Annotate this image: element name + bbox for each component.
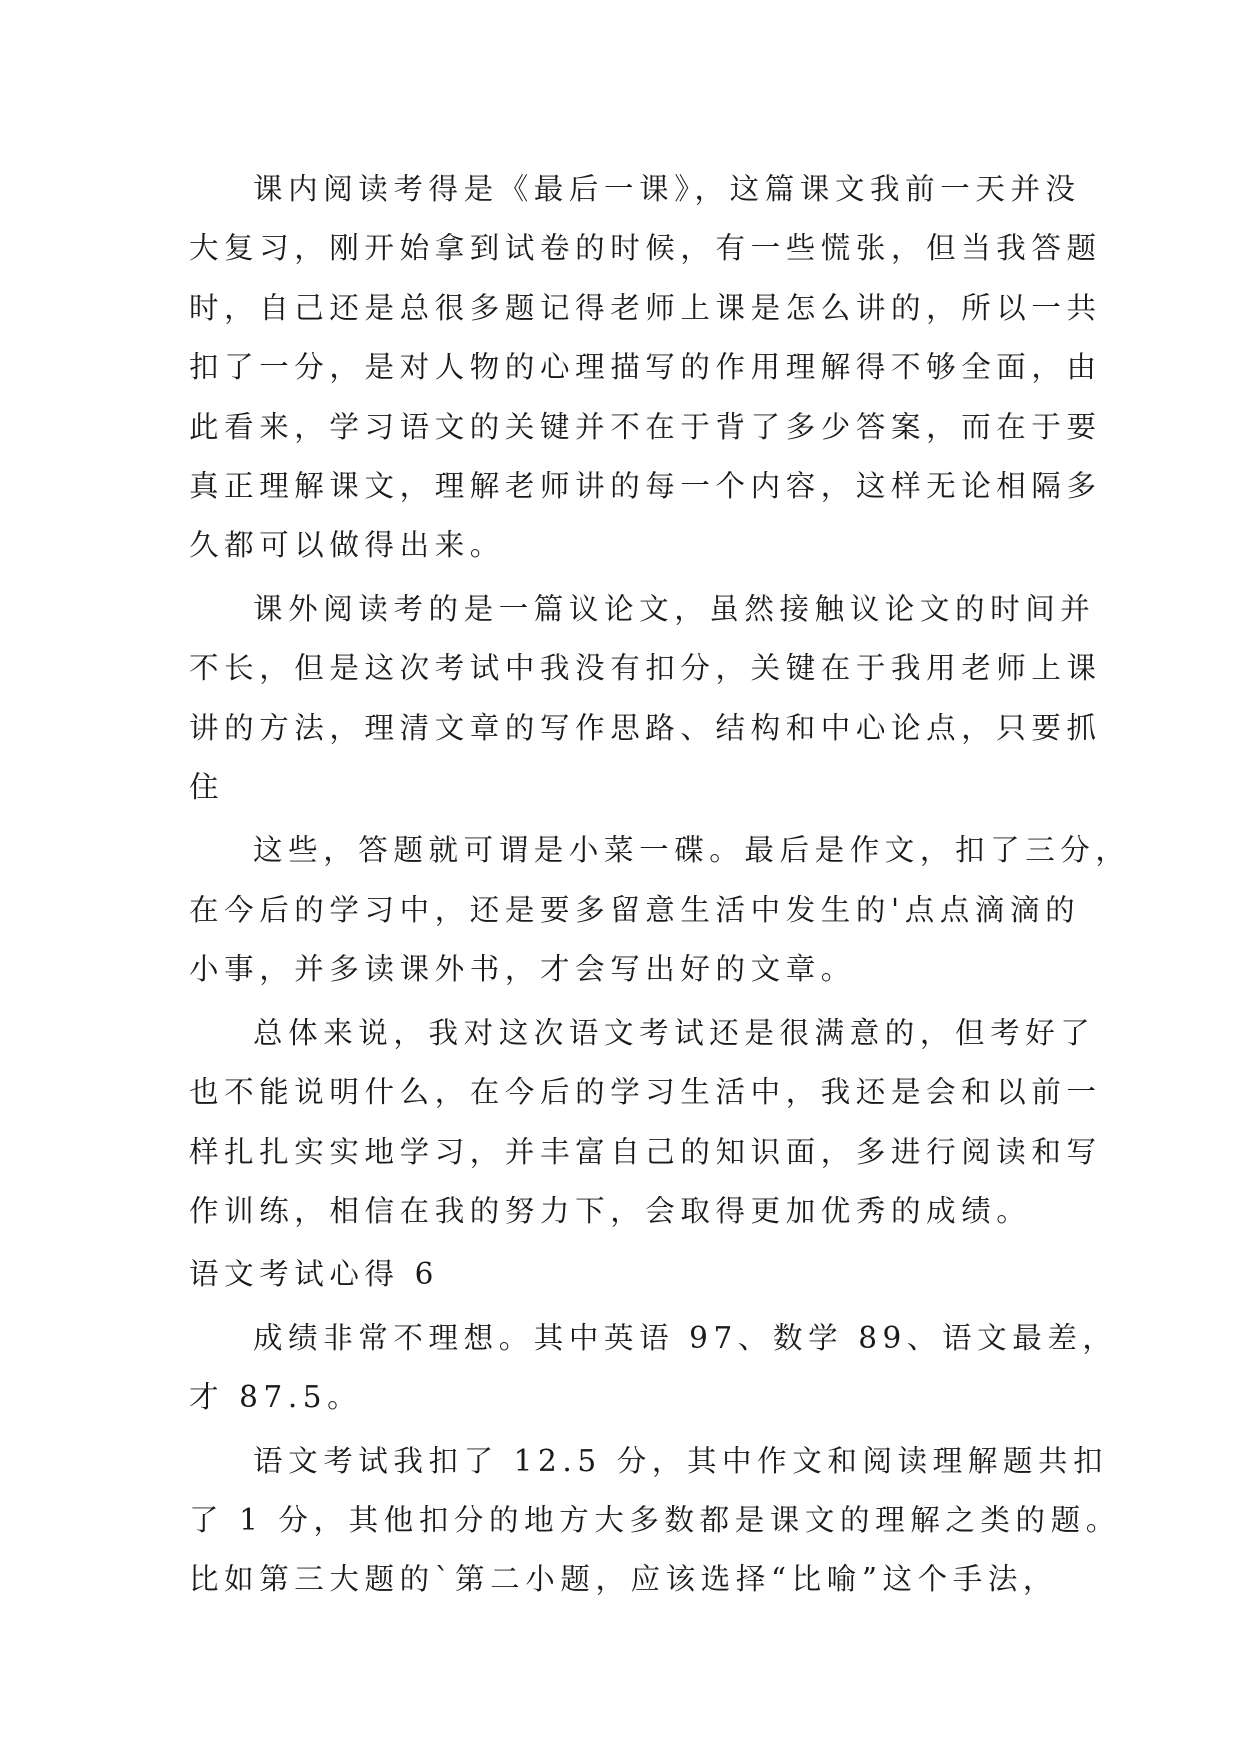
text-line: 此看来，学习语文的关键并不在于背了多少答案，而在于要: [189, 409, 1102, 444]
paragraph-summary: [189, 1004, 1102, 1242]
text-line: 讲的方法，理清文章的写作思路、结构和中心论点，只要抓: [189, 710, 1102, 745]
text-line: 总体来说，我对这次语文考试还是很满意的，但考好了: [253, 1015, 1096, 1050]
text-line: 扣了一分，是对人物的心理描写的作用理解得不够全面，由: [189, 350, 1102, 385]
text-line: 在今后的学习中，还是要多留意生活中发生的'点点滴滴的: [189, 892, 1081, 927]
text-line: 作训练，相信在我的努力下，会取得更加优秀的成绩。: [189, 1193, 1032, 1228]
paragraph-deductions: [189, 1432, 1121, 1610]
text-line: 课外阅读考的是一篇议论文，虽然接触议论文的时间并: [253, 591, 1096, 626]
text-line: 课内阅读考得是《最后一课》，这篇课文我前一天并没: [253, 172, 1081, 206]
paragraph-inclass-reading: [189, 160, 1102, 576]
text-line: 语文考试我扣了 12.5 分，其中作文和阅读理解题共扣: [253, 1443, 1109, 1478]
paragraph-scores: [189, 1309, 1118, 1428]
text-line: 真正理解课文，理解老师讲的每一个内容，这样无论相隔多: [189, 469, 1102, 504]
text-line: 大复习，刚开始拿到试卷的时候，有一些慌张，但当我答题: [189, 231, 1102, 266]
text-line: 久都可以做得出来。: [189, 528, 505, 563]
text-line: 时，自己还是总很多题记得老师上课是怎么讲的，所以一共: [189, 290, 1102, 325]
text-line: 住: [189, 770, 225, 805]
paragraph-extracurricular-reading: [189, 580, 1102, 818]
text-line: 小事，并多读课外书，才会写出好的文章。: [189, 952, 856, 987]
text-line: 不长，但是这次考试中我没有扣分，关键在于我用老师上课: [189, 651, 1102, 686]
text-line: 了 1 分，其他扣分的地方大多数都是课文的理解之类的题。: [189, 1502, 1121, 1537]
text-line: 这些，答题就可谓是小菜一碟。最后是作文，扣了三分，: [253, 833, 1131, 868]
paragraph-composition: [189, 821, 1131, 999]
text-line: 样扎扎实实地学习，并丰富自己的知识面，多进行阅读和写: [189, 1134, 1102, 1169]
text-line: 成绩非常不理想。其中英语 97、数学 89、语文最差，: [253, 1320, 1118, 1355]
text-line: 也不能说明什么，在今后的学习生活中，我还是会和以前一: [189, 1075, 1102, 1110]
section-heading: 语文考试心得 6: [189, 1257, 439, 1292]
text-line: 才 87.5。: [189, 1380, 363, 1415]
text-line: 比如第三大题的`第二小题，应该选择“比喻”这个手法，: [189, 1562, 1059, 1597]
